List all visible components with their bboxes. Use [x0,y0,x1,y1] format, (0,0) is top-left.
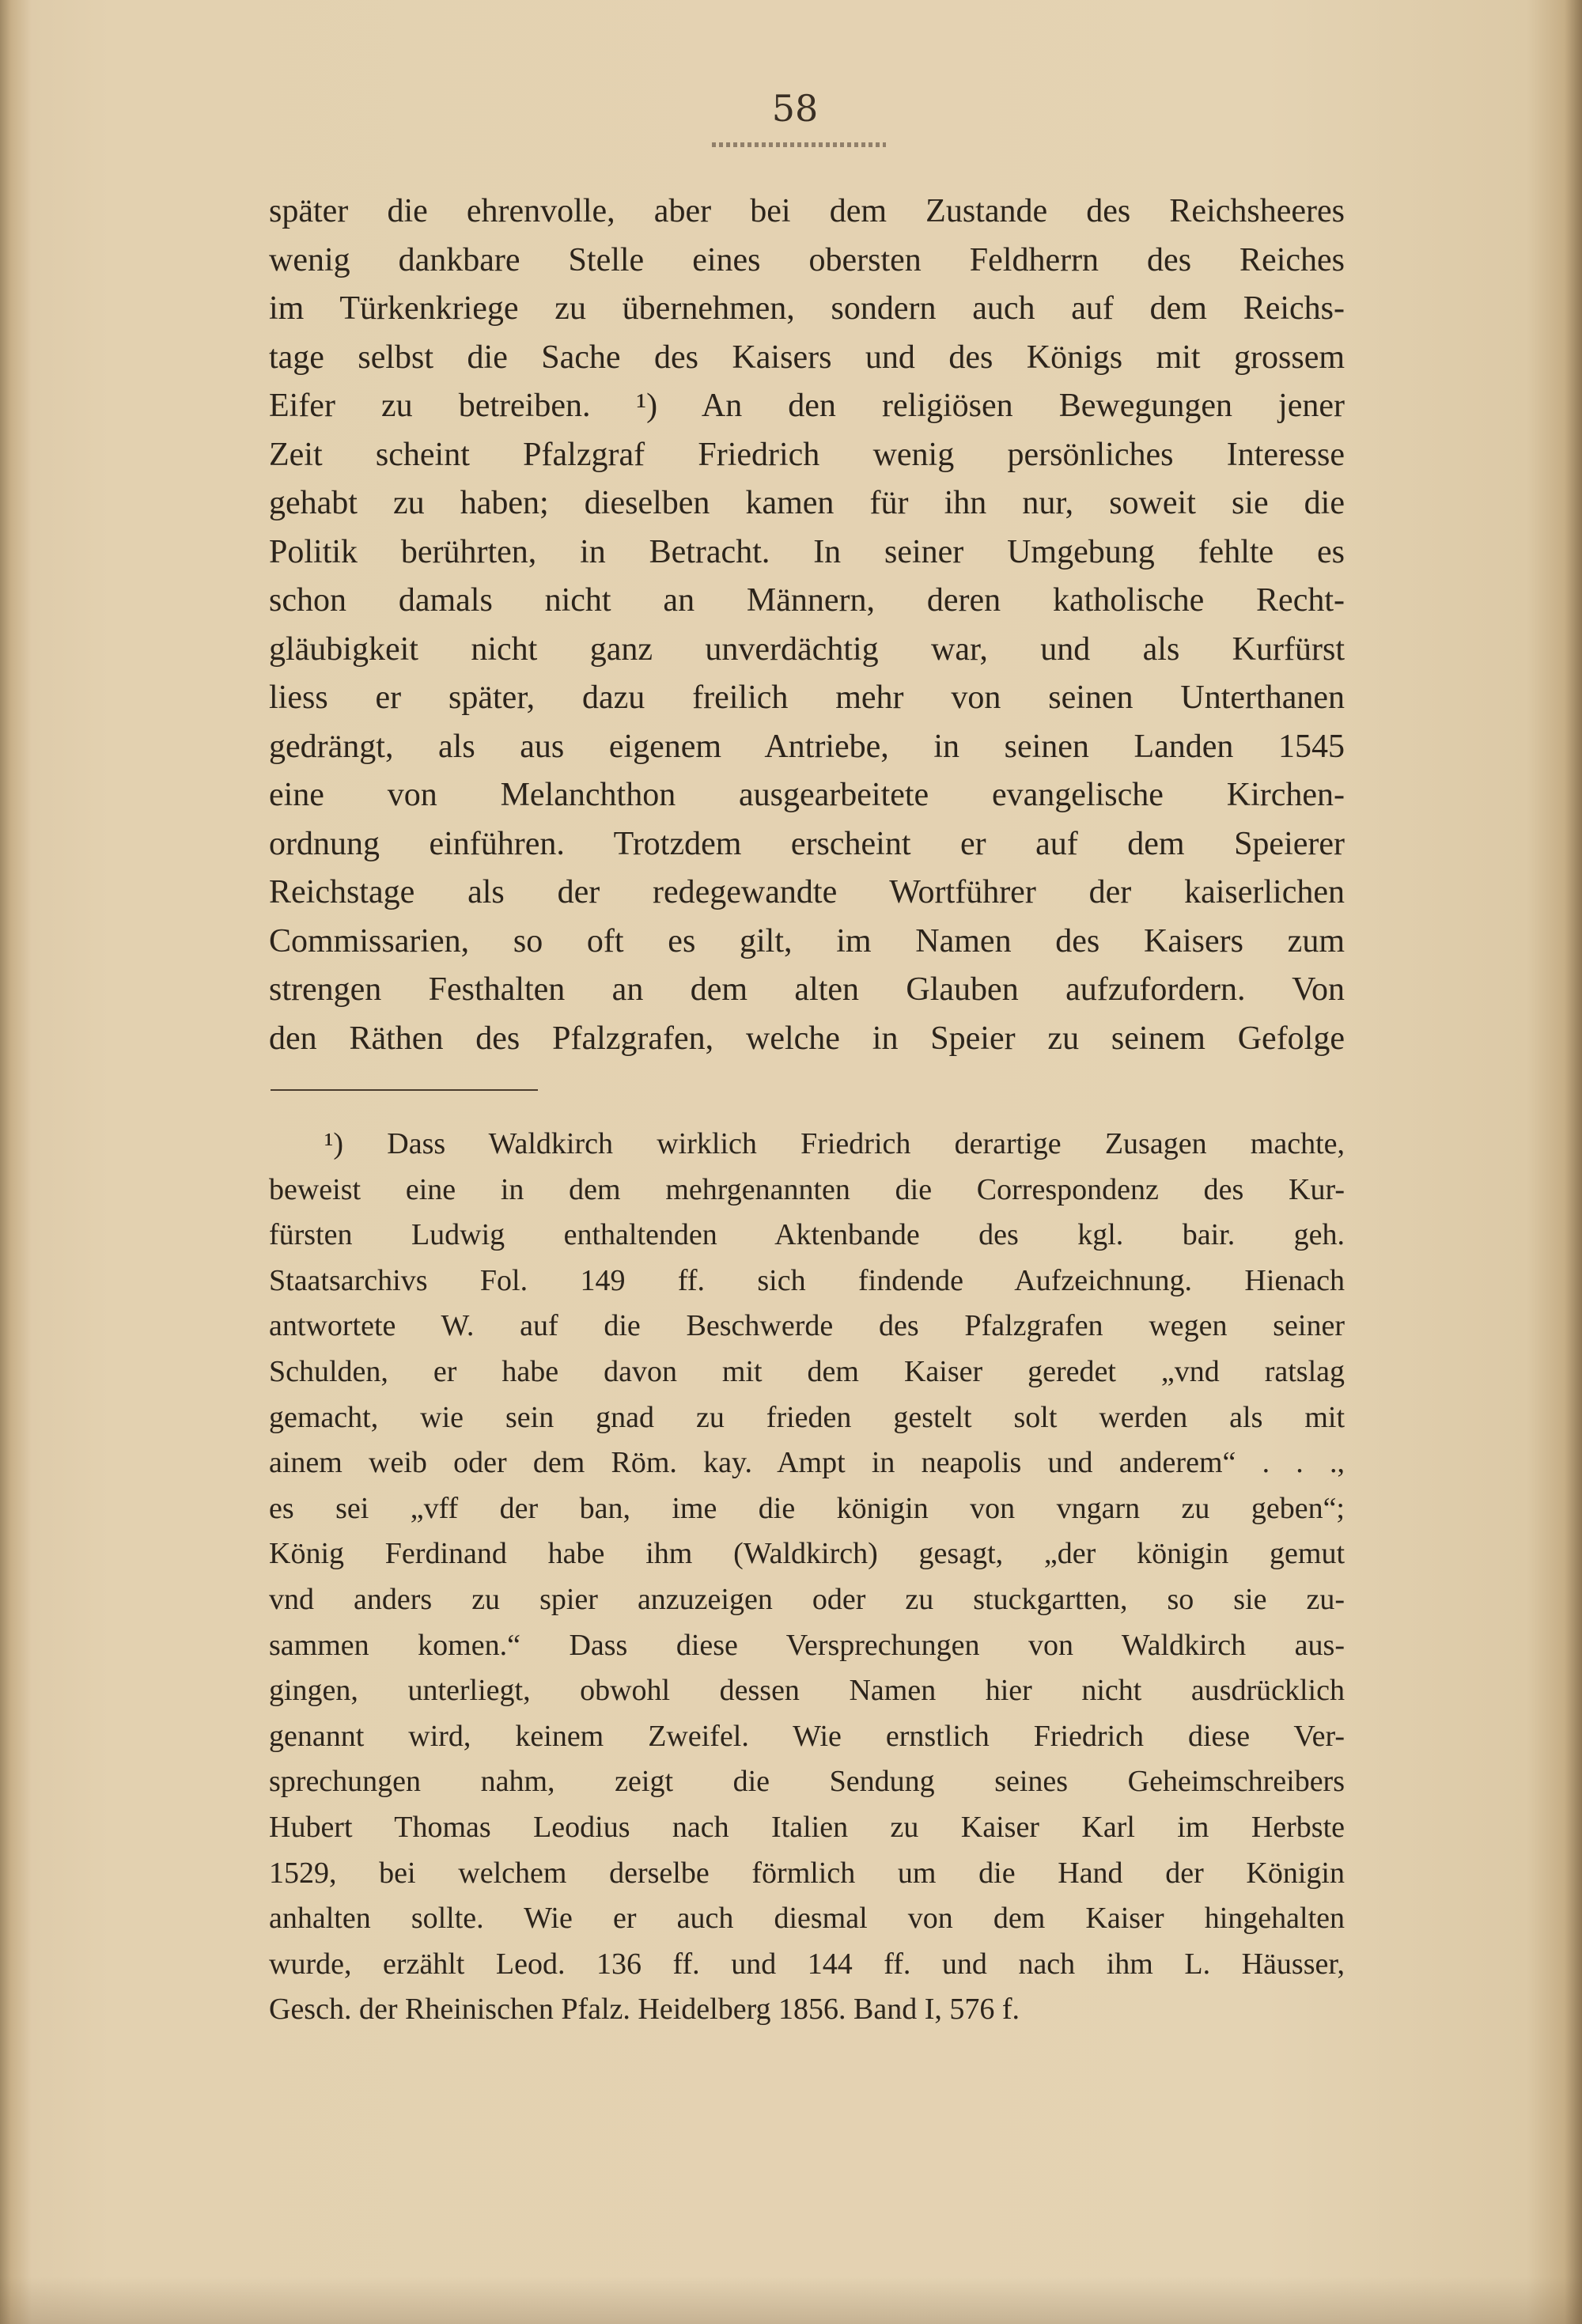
footnote-line: König Ferdinand habe ihm (Waldkirch) gesagt, „der königin gemut [269,1537,1345,1571]
footnote-separator [271,1089,538,1091]
body-line: gläubigkeit nicht ganz unverdächtig war, und als Kurfürst [269,630,1345,668]
body-line: Commissarien, so oft es gilt, im Namen des Kaisers zum [269,922,1345,960]
footnote-line: sammen komen.“ Dass diese Versprechungen von Waldkirch aus- [269,1628,1345,1662]
footnote-line: genannt wird, keinem Zweifel. Wie ernstlich Friedrich diese Ver- [269,1719,1345,1753]
footnote-line: gemacht, wie sein gnad zu frieden gestelt solt werden als mit [269,1400,1345,1434]
body-line: den Räthen des Pfalzgrafen, welche in Speier zu seinem Gefolge [269,1020,1345,1057]
body-line: später die ehrenvolle, aber bei dem Zustande des Reichsheeres [269,193,1345,229]
footnote-line: vnd anders zu spier anzuzeigen oder zu stuckgartten, so sie zu- [269,1582,1345,1616]
footnote-line: beweist eine in dem mehrgenannten die Correspondenz des Kur- [269,1172,1345,1206]
footnote-line: Staatsarchivs Fol. 149 ff. sich findende Aufzeichnung. Hienach [269,1263,1345,1297]
footnote-line: ainem weib oder dem Röm. kay. Ampt in neapolis und anderem“ . . ., [269,1446,1345,1480]
footnote-line: antwortete W. auf die Beschwerde des Pfalzgrafen wegen seiner [269,1309,1345,1343]
body-line: ordnung einführen. Trotzdem erscheint er auf dem Speierer [269,825,1345,862]
footnote-line: sprechungen nahm, zeigt die Sendung seines Geheimschreibers [269,1765,1345,1799]
footnote-line: ¹) Dass Waldkirch wirklich Friedrich derartige Zusagen machte, [324,1127,1345,1160]
body-line: eine von Melanchthon ausgearbeitete evangelische Kirchen- [269,777,1345,813]
body-line: liess er später, dazu freilich mehr von seinen Unterthanen [269,679,1345,716]
body-line: schon damals nicht an Männern, deren katholische Recht- [269,582,1345,619]
footnote-line: anhalten sollte. Wie er auch diesmal von dem Kaiser hingehalten [269,1902,1345,1936]
footnote-text [269,1122,1345,2033]
body-text [269,187,1345,1063]
footnote-line: wurde, erzählt Leod. 136 ff. und 144 ff. und nach ihm L. Häusser, [269,1947,1345,1981]
body-line: gehabt zu haben; dieselben kamen für ihn nur, soweit sie die [269,485,1345,521]
footnote-line: es sei „vff der ban, ime die königin von vngarn zu geben“; [269,1491,1345,1525]
footnote-line: gingen, unterliegt, obwohl dessen Namen hier nicht ausdrücklich [269,1674,1345,1708]
body-line: im Türkenkriege zu übernehmen, sondern auch auf dem Reichs- [269,290,1345,327]
body-line: Eifer zu betreiben. ¹) An den religiösen Bewegungen jener [269,388,1345,424]
body-line: tage selbst die Sache des Kaisers und des Königs mit grossem [269,339,1345,376]
body-line: strengen Festhalten an dem alten Glauben aufzufordern. Von [269,971,1345,1008]
footnote-line: Schulden, er habe davon mit dem Kaiser geredet „vnd ratslag [269,1354,1345,1388]
body-line: wenig dankbare Stelle eines obersten Feldherrn des Reiches [269,241,1345,278]
page-number: 58 [771,87,819,130]
body-line: gedrängt, als aus eigenem Antriebe, in seinen Landen 1545 [269,728,1345,765]
footnote-line: Hubert Thomas Leodius nach Italien zu Kaiser Karl im Herbste [269,1810,1345,1844]
footnote-line: 1529, bei welchem derselbe förmlich um die Hand der Königin [269,1856,1345,1890]
body-line: Politik berührten, in Betracht. In seiner Umgebung fehlte es [269,533,1345,570]
body-line: Zeit scheint Pfalzgraf Friedrich wenig persönliches Interesse [269,436,1345,473]
body-line: Reichstage als der redegewandte Wortführer der kaiserlichen [269,874,1345,910]
footnote-line: Gesch. der Rheinischen Pfalz. Heidelberg 1856. Band I, 576 f. [269,1993,1020,2027]
footnote-line: fürsten Ludwig enthaltenden Aktenbande des kgl. bair. geh. [269,1218,1345,1252]
page-number-ornament [712,142,886,147]
page-bottom-shadow [0,2277,1582,2324]
